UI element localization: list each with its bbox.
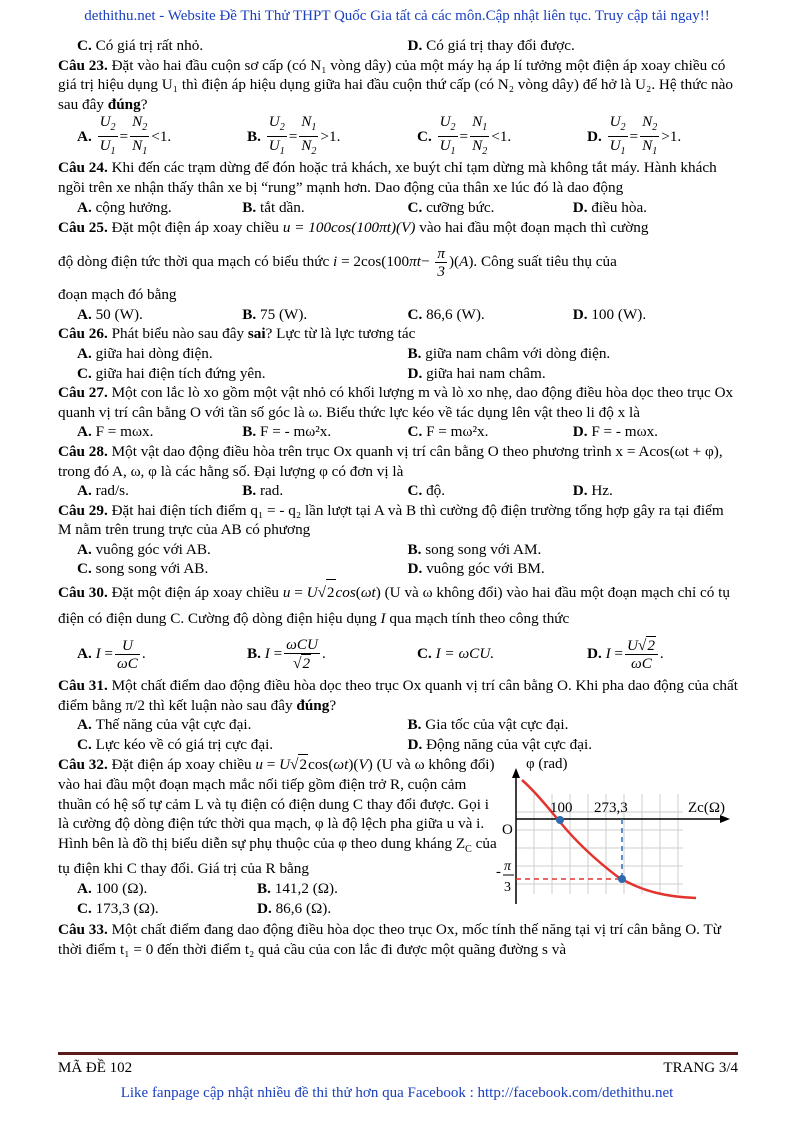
q29-options-cd: C. song song với AB. D. vuông góc với BM. [77,560,545,578]
q23-stem: Câu 23. Đặt vào hai đầu cuộn sơ cấp (có N₁ vòng dây) của một máy hạ áp lí tưởng một điện áp xoay chiều có giá trị hiệu dụng U₁ thì điện áp hiệu dụng giữa hai đầu cuộn thứ cấp (có N₂ vòng dây) để hở là U₂. Hệ thức nào sau đây đúng? [58,56,733,113]
q28-options: A. rad/s. B. rad. C. độ. D. Hz. [77,482,613,500]
facebook-link[interactable]: Like fanpage cập nhật nhiều đề thi thử hơn qua Facebook : http://facebook.com/dethithu.net [120,1085,674,1101]
q25-stem-2: độ dòng điện tức thời qua mạch có biểu thức i = 2cos(100 πt − $\frac{\pi}{3}$ )( A ) . Công suất tiêu thụ của [58,244,617,280]
q32-options-cd: C. 173,3 (Ω). D. 86,6 (Ω). [77,899,332,917]
q32-options-ab: A. 100 (Ω). B. 141,2 (Ω). [77,880,338,898]
q29-stem: Câu 29. Đặt hai điện tích điểm q₁ = - q₂ lần lượt tại A và B thì cường độ điện trường tổng hợp gây ra tại điểm M nằm trên trung trực của AB có phương [58,501,724,539]
ytick-sign: - [496,864,501,881]
q24-options: A. cộng hưởng. B. tắt dần. C. cưỡng bức. D. điều hòa. [77,198,647,216]
q25-options: A. 50 (W). B. 75 (W). C. 86,6 (W). D. 100 (W). [77,305,647,323]
q27-stem: Câu 27. Một con lắc lò xo gồm một vật nhỏ có khối lượng m và lò xo nhẹ, dao động điều hòa dọc theo trục Ox quanh vị trí cân bằng O với tần số góc là ω. Biểu thức lực kéo về tác dụng lên vật theo li độ x là [58,384,734,421]
tick-273: 273,3 [594,800,628,817]
footer-divider [58,1052,738,1055]
q32-block [58,754,738,920]
q25-stem: Câu 25. Đặt một điện áp xoay chiều u = 100cos(100πt)(V) vào hai đầu một đoạn mạch thì cường [58,219,649,237]
page-number: TRANG 3/4 [663,1060,738,1076]
tick-100: 100 [550,800,573,817]
q27-options: A. F = mωx. B. F = - mω²x. C. F = mω²x. D. F = - mωx. [77,423,658,441]
q30-options: A. I = $\frac{U}{\omega C}$ . B. I = $\frac{\text{ωCU}}{√2}$ . C. I = ωCU. D. I = $\frac{U√2}{\omega C}$ . [77,636,664,673]
q31-options-ab: A. Thế năng của vật cực đại. B. Gia tốc của vật cực đại. [77,716,569,734]
y-axis-arrow [512,768,520,778]
q22-option-d: Có giá trị thay đổi được. [426,37,575,54]
q26-options-cd: C. giữa hai điện tích đứng yên. D. giữa hai nam châm. [77,364,546,382]
phase-curve [522,780,696,898]
exam-page [58,36,738,959]
y-axis-label: φ (rad) [526,756,568,773]
point-273 [618,875,626,883]
phase-graph-svg [498,754,738,914]
site-header-link[interactable]: dethithu.net - Website Đề Thi Thử THPT Quốc Gia tất cả các môn.Cập nhật liên tục. Truy cập tải ngay!! [84,8,710,24]
ytick-den: 3 [504,880,511,896]
q26-options-ab: A. giữa hai dòng điện. B. giữa nam châm với dòng điện. [77,344,611,362]
q29-options-ab: A. vuông góc với AB. B. song song với AM. [77,540,542,558]
q32-stem: Câu 32. Đặt điện áp xoay chiều u = U√2cos(ωt)(V) (U và ω không đổi) vào hai đầu một đoạn mạch mắc nối tiếp gồm điện trở R, cuộn cảm thuần có hệ số tự cảm L và tụ điện có điện dung C thay đổi được. Gọi i là cường độ dòng điện tức thời qua mạch, φ là độ lệch pha giữa u và i. Hình bên là đồ thị biểu diễn sự phụ thuộc của φ theo dung kháng $Z_C$ của tụ điện khi C thay đổi. Giá trị của R bằng [58,756,497,878]
q22-option-c: Có giá trị rất nhỏ. [95,37,204,54]
q26-stem: Câu 26. Phát biểu nào sau đây sai? Lực từ là lực tương tác [58,325,416,343]
q31-options-cd: C. Lực kéo về có giá trị cực đại. D. Động năng của vật cực đại. [77,735,593,753]
origin-label: O [502,822,513,839]
q23-options: A. $\frac{U_2}{U_1}$ = $\frac{N_2}{N_1}$ <1. B. $\frac{U_2}{U_1}$ = $\frac{N_1}{N_2}$ >1. C. $\frac{U_2}{U_1}$ = $\frac{N_1}{N_2}$ <1. D. $\frac{U_2}{U_1}$ = $\frac{N_2}{N_1}$ >1. [77,112,682,157]
x-axis-label: Zc(Ω) [688,800,725,817]
ytick-num: π [504,859,512,875]
exam-code: MÃ ĐỀ 102 [58,1060,133,1076]
q22-options: C. Có giá trị rất nhỏ. D. Có giá trị thay đổi được. [77,37,575,54]
q30-stem: Câu 30. Đặt một điện áp xoay chiều u = U√2cos(ωt) (U và ω không đổi) vào hai đầu một đoạn mạch chỉ có tụ điện có điện dung C. Cường độ dòng điện hiệu dụng I qua mạch tính theo công thức [58,579,738,632]
q25-stem-3: đoạn mạch đó bằng [58,286,177,304]
q33-stem: Câu 33. Một chất điểm đang dao động điều hòa dọc theo trục Ox, mốc tính thế năng tại vị trí cân bằng O. Từ thời điểm t₁ = 0 đến thời điểm t₂ quả cầu của con lắc đi được một quãng đường s và [58,921,721,958]
point-100 [556,816,564,824]
x-axis-arrow [720,815,730,823]
phase-graph [498,754,738,920]
q24-stem: Câu 24. Khi đến các trạm dừng để đón hoặc trả khách, xe buýt chỉ tạm dừng mà không tắt máy. Hành khách ngồi trên xe nhận thấy thân xe bị “rung” mạnh hơn. Dao động của thân xe lúc đó là dao động [58,159,717,196]
q28-stem: Câu 28. Một vật dao động điều hòa trên trục Ox quanh vị trí cân bằng O theo phương trình x = Acos(ωt + φ), trong đó A, ω, φ là các hằng số. Đại lượng φ có đơn vị là [58,442,723,480]
q31-stem: Câu 31. Một chất điểm dao động điều hòa dọc theo trục Ox quanh vị trí cân bằng O. Khi pha dao động của chất điểm bằng π/2 thì kết luận nào sau đây đúng? [58,677,738,714]
